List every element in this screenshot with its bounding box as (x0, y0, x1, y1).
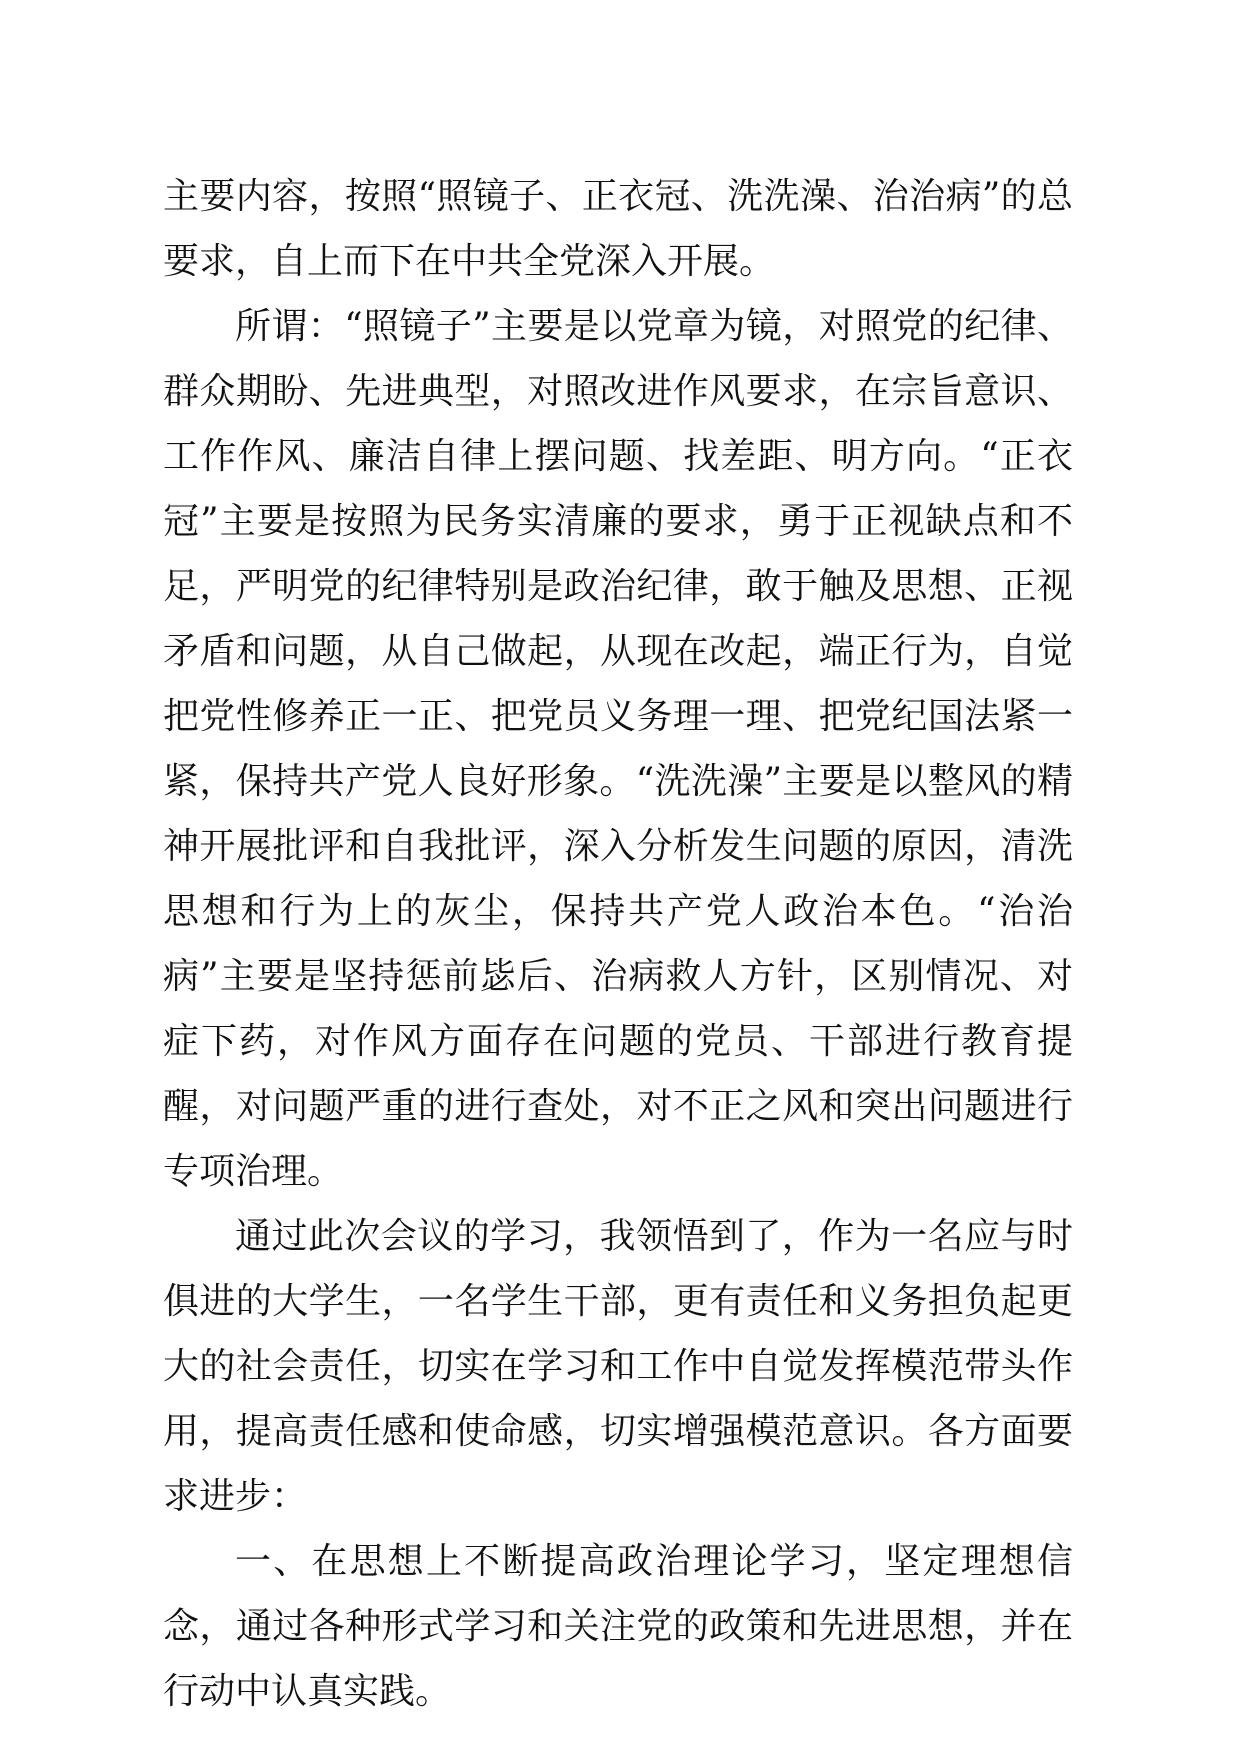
paragraph-point-one: 一、在思想上不断提高政治理论学习，坚定理想信念，通过各种形式学习和关注党的政策和先进思想，并在行动中认真实践。 (163, 1541, 1073, 1712)
document-body (163, 164, 1073, 1724)
paragraph-continuation: 主要内容，按照“照镜子、正衣冠、洗洗澡、治治病”的总要求，自上而下在中共全党深入开展。 (163, 176, 1073, 282)
paragraph-definitions: 所谓：“照镜子”主要是以党章为镜，对照党的纪律、群众期盼、先进典型，对照改进作风要求，在宗旨意识、工作作风、廉洁自律上摆问题、找差距、明方向。“正衣冠”主要是按照为民务实清廉的要求，勇于正视缺点和不足，严明党的纪律特别是政治纪律，敢于触及思想、正视矛盾和问题，从自己做起，从现在改起，端正行为，自觉把党性修养正一正、把党员义务理一理、把党纪国法紧一紧，保持共产党人良好形象。“洗洗澡”主要是以整风的精神开展批评和自我批评，深入分析发生问题的原因，清洗思想和行为上的灰尘，保持共产党人政治本色。“治治病”主要是坚持惩前毖后、治病救人方针，区别情况、对症下药，对作风方面存在问题的党员、干部进行教育提醒，对问题严重的进行查处，对不正之风和突出问题进行专项治理。 (163, 306, 1073, 1192)
paragraph-reflection: 通过此次会议的学习，我领悟到了，作为一名应与时俱进的大学生，一名学生干部，更有责任和义务担负起更大的社会责任，切实在学习和工作中自觉发挥模范带头作用，提高责任感和使命感，切实增强模范意识。各方面要求进步： (163, 1216, 1073, 1517)
